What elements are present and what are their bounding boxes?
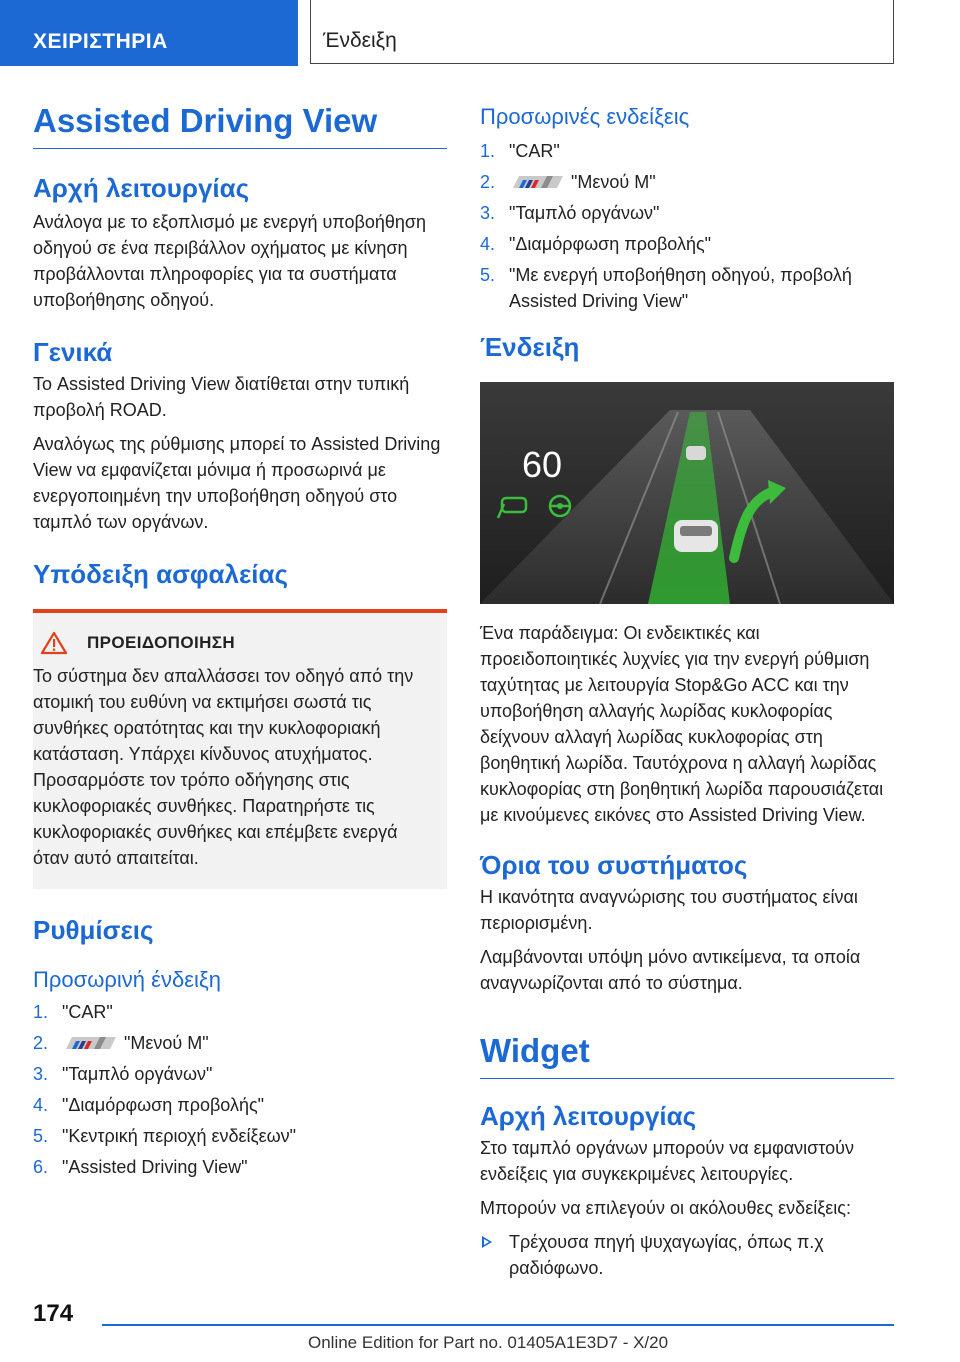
step-number: 5. bbox=[33, 1126, 49, 1146]
list-item bbox=[480, 1229, 894, 1281]
limits-paragraph-1: Η ικανότητα αναγνώρισης του συστήματος είναι περιορισμένη. bbox=[480, 887, 858, 933]
m-menu-icon bbox=[509, 175, 563, 189]
general-heading: Γενικά bbox=[33, 337, 113, 367]
widget-title: Widget bbox=[480, 1030, 894, 1079]
list-item bbox=[480, 262, 894, 314]
step-number: 4. bbox=[33, 1095, 49, 1115]
footer-edition: Online Edition for Part no. 01405A1E3D7 - X/20 bbox=[308, 1333, 669, 1352]
step-text: "Ταμπλό οργάνων" bbox=[62, 1064, 213, 1084]
widget-paragraph-1: Στο ταμπλό οργάνων μπορούν να εμφανιστούν ενδείξεις για συγκεκριμένες λειτουργίες. bbox=[480, 1138, 854, 1184]
list-item bbox=[33, 1154, 447, 1180]
right-column bbox=[480, 100, 894, 1281]
left-steps-list bbox=[33, 999, 447, 1180]
warning-title-row bbox=[41, 631, 433, 655]
warning-triangle-icon bbox=[41, 631, 67, 655]
step-text: "Assisted Driving View" bbox=[62, 1157, 248, 1177]
speed-readout: 60 bbox=[522, 444, 563, 485]
page-title: Assisted Driving View bbox=[33, 100, 447, 149]
system-limits-heading: Όρια του συστήματος bbox=[480, 850, 748, 880]
step-text: "Διαμόρφωση προβολής" bbox=[509, 234, 712, 254]
step-number: 1. bbox=[33, 1002, 49, 1022]
general-paragraph-2: Αναλόγως της ρύθμισης μπορεί το Assisted Driving View να εμφανίζεται μόνιμα ή προσωρινά με ενεργοποιημένη την υποβοήθηση οδηγού στο ταμπλό των οργάνων. bbox=[33, 434, 441, 532]
step-number: 1. bbox=[480, 141, 496, 161]
step-number: 4. bbox=[480, 234, 496, 254]
temporary-displays-heading: Προσωρινές ενδείξεις bbox=[480, 104, 690, 129]
display-heading: Ένδειξη bbox=[480, 332, 580, 362]
widget-principle-heading: Αρχή λειτουργίας bbox=[480, 1101, 697, 1131]
widget-paragraph-2: Μπορούν να επιλεγούν οι ακόλουθες ενδείξεις: bbox=[480, 1198, 851, 1218]
settings-heading: Ρυθμίσεις bbox=[33, 915, 154, 945]
step-text: "CAR" bbox=[509, 141, 560, 161]
header-chapter-label: Ένδειξη bbox=[323, 29, 397, 52]
step-number: 2. bbox=[33, 1033, 49, 1053]
figure-caption: Ένα παράδειγμα: Οι ενδεικτικές και προειδοποιητικές λυχνίες για την ενεργή ρύθμιση ταχύτητας με λειτουργία Stop&Go ACC και την υποβοήθηση αλλαγής λωρίδας κυκλοφορίας δείχνουν αλλαγή λωρίδας κυκλοφορίας στη βοηθητική λωρίδα. Ταυτόχρονα η αλλαγή λωρίδας κυκλοφορίας στη βοηθητική λωρίδα παρουσιάζεται με κινούμενες εικόνες στο Assisted Driving View. bbox=[480, 623, 884, 825]
step-text: "Με ενεργή υποβοήθηση οδηγού, προβολή Assisted Driving View" bbox=[509, 265, 852, 311]
list-item bbox=[480, 138, 894, 164]
step-number: 5. bbox=[480, 265, 496, 285]
temporary-display-heading: Προσωρινή ένδειξη bbox=[33, 967, 221, 992]
step-text: "Κεντρική περιοχή ενδείξεων" bbox=[62, 1126, 297, 1146]
warning-text: Το σύστημα δεν απαλλάσσει τον οδηγό από την ατομική του ευθύνη να εκτιμήσει σωστά τις συνθήκες ορατότητας και την κυκλοφοριακή κατάσταση. Υπάρχει κίνδυνος ατυχήματος. Προσαρμόστε τον τρόπο οδήγησης στις κυκλοφοριακές συνθήκες. Παρατηρήστε τις κυκλοφοριακές συνθήκες και επέμβετε ενεργά όταν αυτό απαιτείται. bbox=[33, 666, 414, 868]
step-text: "CAR" bbox=[62, 1002, 113, 1022]
step-number: 3. bbox=[480, 203, 496, 223]
list-item bbox=[480, 200, 894, 226]
right-steps-list bbox=[480, 138, 894, 314]
header-section-label: ΧΕΙΡΙΣΤΗΡΙΑ bbox=[33, 30, 168, 53]
m-menu-icon bbox=[62, 1036, 116, 1050]
step-text: "Μενού M" bbox=[124, 1033, 209, 1053]
road-illustration bbox=[480, 382, 894, 604]
limits-paragraph-2: Λαμβάνονται υπόψη μόνο αντικείμενα, τα οποία αναγνωρίζονται από το σύστημα. bbox=[480, 947, 861, 993]
warning-title: ΠΡΟΕΙΔΟΠΟΙΗΣΗ bbox=[87, 633, 236, 652]
list-item bbox=[480, 231, 894, 257]
step-text: "Μενού M" bbox=[571, 172, 656, 192]
list-item bbox=[33, 1061, 447, 1087]
assisted-driving-view-figure bbox=[480, 382, 894, 604]
list-item bbox=[33, 999, 447, 1025]
widget-bullet-text: Τρέχουσα πηγή ψυχαγωγίας, όπως π.χ ραδιόφωνο. bbox=[509, 1232, 824, 1278]
step-number: 2. bbox=[480, 172, 496, 192]
step-text: "Ταμπλό οργάνων" bbox=[509, 203, 660, 223]
principle-heading: Αρχή λειτουργίας bbox=[33, 173, 250, 203]
left-column bbox=[33, 100, 447, 1185]
list-item bbox=[33, 1123, 447, 1149]
safety-heading: Υπόδειξη ασφαλείας bbox=[33, 559, 289, 589]
header-section-tab bbox=[0, 0, 298, 66]
step-number: 6. bbox=[33, 1157, 49, 1177]
bullet-triangle-icon bbox=[482, 1236, 492, 1248]
general-paragraph-1: Το Assisted Driving View διατίθεται στην τυπική προβολή ROAD. bbox=[33, 374, 410, 420]
header-chapter-box bbox=[310, 0, 894, 64]
step-text: "Διαμόρφωση προβολής" bbox=[62, 1095, 265, 1115]
list-item bbox=[480, 169, 894, 195]
step-number: 3. bbox=[33, 1064, 49, 1084]
page-number: 174 bbox=[33, 1300, 74, 1327]
list-item bbox=[33, 1092, 447, 1118]
warning-box bbox=[33, 609, 447, 889]
footer-divider bbox=[102, 1324, 894, 1326]
list-item bbox=[33, 1030, 447, 1056]
principle-text: Ανάλογα με το εξοπλισμό με ενεργή υποβοήθηση οδηγού σε ένα περιβάλλον οχήματος με κίνηση προβάλλονται πληροφορίες για τα συστήματα υποβοήθησης οδηγού. bbox=[33, 212, 426, 310]
